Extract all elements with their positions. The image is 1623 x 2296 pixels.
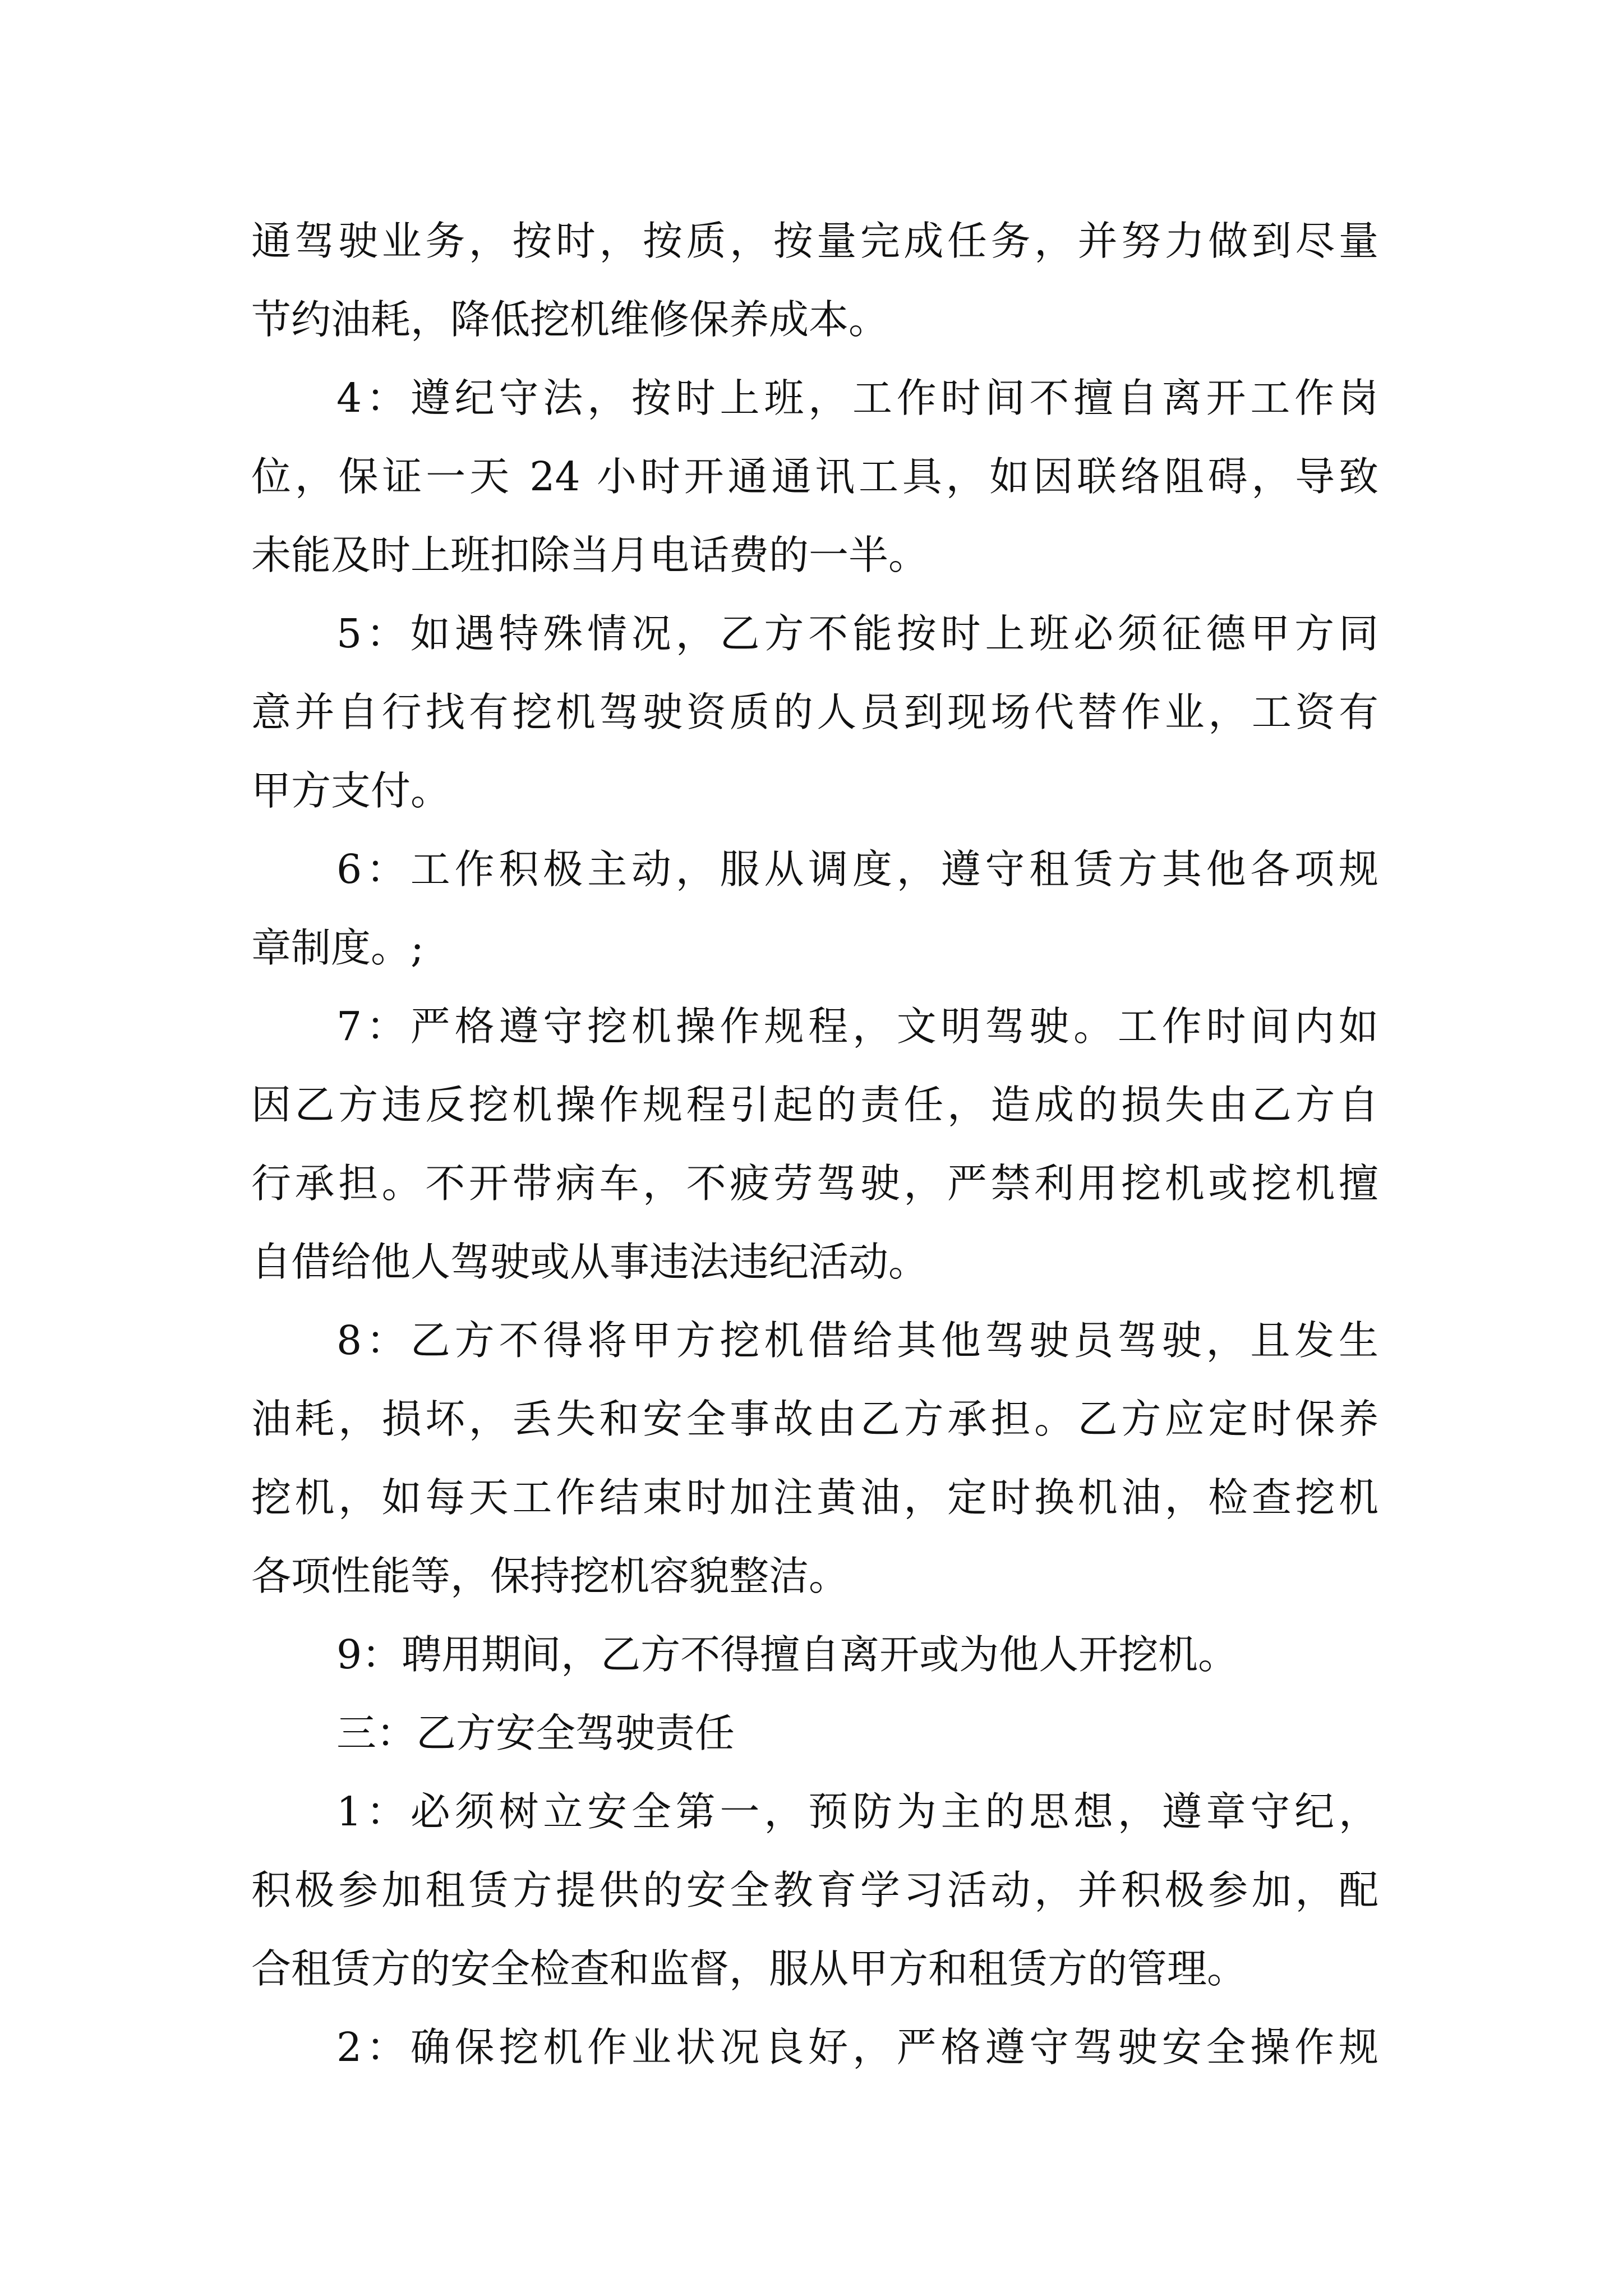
text-line: 7：严格遵守挖机操作规程，文明驾驶。工作时间内如 [336,1003,1378,1050]
text-line: 意并自行找有挖机驾驶资质的人员到现场代替作业，工资有 [251,689,1378,735]
text-line: 油耗，损坏，丢失和安全事故由乙方承担。乙方应定时保养 [251,1396,1378,1442]
text-line: 节约油耗，降低挖机维修保养成本。 [251,296,889,343]
text-line: 三：乙方安全驾驶责任 [336,1710,735,1756]
text-line: 6：工作积极主动，服从调度，遵守租赁方其他各项规 [336,846,1378,892]
text-line: 8：乙方不得将甲方挖机借给其他驾驶员驾驶，且发生 [336,1317,1378,1364]
text-line: 挖机，如每天工作结束时加注黄油，定时换机油，检查挖机 [251,1474,1378,1521]
text-line: 各项性能等，保持挖机容貌整洁。 [251,1553,849,1599]
text-line: 5：如遇特殊情况，乙方不能按时上班必须征德甲方同 [336,610,1378,657]
text-line: 合租赁方的安全检查和监督，服从甲方和租赁方的管理。 [251,1945,1247,1992]
text-line: 未能及时上班扣除当月电话费的一半。 [251,532,929,578]
text-line: 行承担。不开带病车，不疲劳驾驶，严禁利用挖机或挖机擅 [251,1160,1378,1207]
text-line: 通驾驶业务，按时，按质，按量完成任务，并努力做到尽量 [251,218,1378,264]
text-line: 因乙方违反挖机操作规程引起的责任，造成的损失由乙方自 [251,1082,1378,1128]
text-line: 甲方支付。 [251,767,451,814]
text-line: 位，保证一天 24 小时开通通讯工具，如因联络阻碍，导致 [251,453,1378,500]
text-line: 1：必须树立安全第一，预防为主的思想，遵章守纪， [336,1788,1378,1835]
text-line: 积极参加租赁方提供的安全教育学习活动，并积极参加，配 [251,1867,1378,1913]
text-line: 章制度。; [251,924,424,971]
text-line: 9：聘用期间，乙方不得擅自离开或为他人开挖机。 [336,1631,1238,1678]
text-line: 2：确保挖机作业状况良好，严格遵守驾驶安全操作规 [336,2024,1378,2070]
text-line: 自借给他人驾驶或从事违法违纪活动。 [251,1239,929,1285]
document-body [251,202,1378,2087]
text-line: 4：遵纪守法，按时上班，工作时间不擅自离开工作岗 [336,375,1378,421]
